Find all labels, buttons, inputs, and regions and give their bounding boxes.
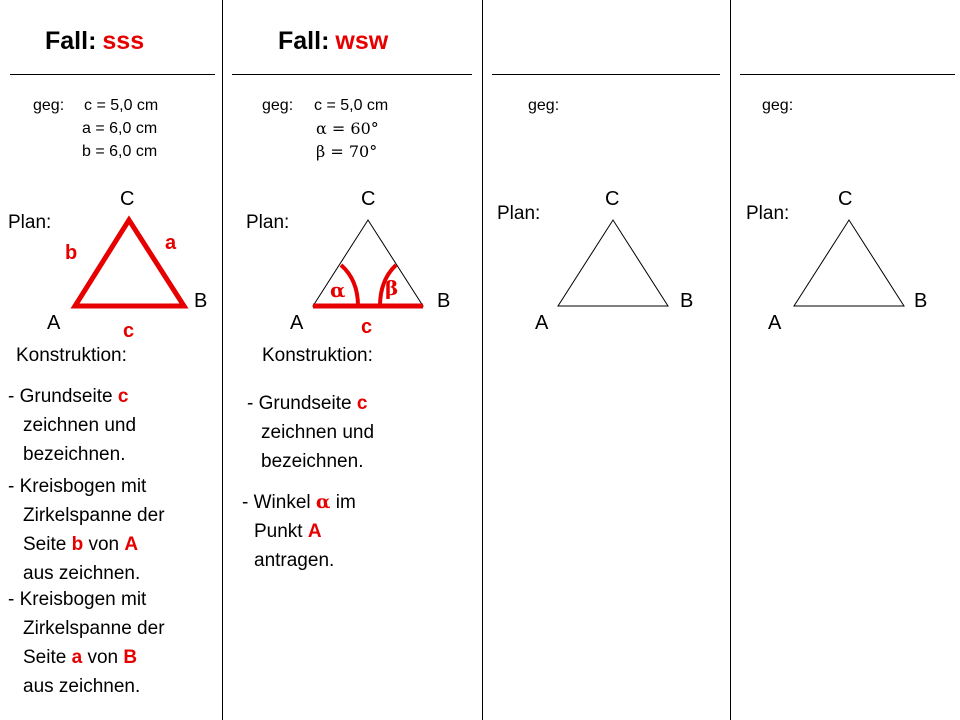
step-highlight: a [71, 647, 83, 668]
vertex-b-label: B [914, 290, 928, 312]
step-text: - Grundseite [247, 393, 357, 414]
side-a-label: a [165, 232, 177, 254]
step-text: von [82, 647, 124, 668]
step-text: Punkt [254, 521, 308, 542]
step-text: aus zeichnen. [23, 563, 141, 584]
step-text: Zirkelspanne der [23, 505, 165, 526]
given-label: geg: [762, 97, 794, 114]
step-text: - Winkel [242, 492, 316, 513]
step-highlight: A [124, 534, 139, 555]
vertex-c-label: C [605, 188, 620, 210]
given-label: geg: [33, 97, 65, 114]
vertex-c-label: C [120, 188, 135, 210]
step-text: Zirkelspanne der [23, 618, 165, 639]
vertex-a-label: A [535, 312, 549, 334]
given-line: β = 70° [316, 142, 378, 161]
step-text: im [330, 492, 356, 513]
vertex-b-label: B [437, 290, 451, 312]
construction-heading: Konstruktion: [16, 345, 127, 366]
plan-label: Plan: [8, 212, 52, 233]
plan-label: Plan: [497, 203, 541, 224]
step-text: Seite [23, 647, 72, 668]
case-title-type: sss [102, 27, 145, 55]
step-text: - Kreisbogen mit [8, 476, 147, 497]
step-text: aus zeichnen. [23, 676, 141, 697]
case-title-type: wsw [335, 27, 389, 55]
case-title-label: Fall: [45, 27, 97, 55]
given-line: c = 5,0 cm [314, 97, 389, 114]
step-text: - Grundseite [8, 386, 118, 407]
vertex-c-label: C [361, 188, 376, 210]
step-text: Seite [23, 534, 72, 555]
angle-beta-label: β [385, 276, 399, 300]
case-title-label: Fall: [278, 27, 330, 55]
step-highlight: α [315, 491, 331, 513]
step-highlight: A [307, 521, 322, 542]
step-highlight: c [117, 386, 129, 407]
vertex-c-label: C [838, 188, 853, 210]
step-text: bezeichnen. [261, 451, 364, 472]
step-text: antragen. [254, 550, 335, 571]
step-highlight: b [71, 534, 84, 555]
step-highlight: c [356, 393, 368, 414]
vertex-b-label: B [680, 290, 694, 312]
step-text: zeichnen und [23, 415, 137, 436]
given-label: geg: [528, 97, 560, 114]
plan-label: Plan: [746, 203, 790, 224]
step-text: bezeichnen. [23, 444, 126, 465]
side-c-label: c [361, 316, 373, 338]
side-c-label: c [123, 320, 135, 342]
step-text: zeichnen und [261, 422, 375, 443]
vertex-b-label: B [194, 290, 208, 312]
step-text: - Kreisbogen mit [8, 589, 147, 610]
vertex-a-label: A [768, 312, 782, 334]
side-b-label: b [65, 242, 78, 264]
vertex-a-label: A [290, 312, 304, 334]
given-label: geg: [262, 97, 294, 114]
plan-label: Plan: [246, 212, 290, 233]
given-line: a = 6,0 cm [82, 120, 158, 137]
given-line: b = 6,0 cm [82, 143, 158, 160]
vertex-a-label: A [47, 312, 61, 334]
construction-heading: Konstruktion: [262, 345, 373, 366]
angle-alpha-label: α [330, 278, 346, 302]
given-line: c = 5,0 cm [84, 97, 159, 114]
step-highlight: B [123, 647, 138, 668]
step-text: von [83, 534, 125, 555]
given-line: α = 60° [316, 119, 379, 138]
